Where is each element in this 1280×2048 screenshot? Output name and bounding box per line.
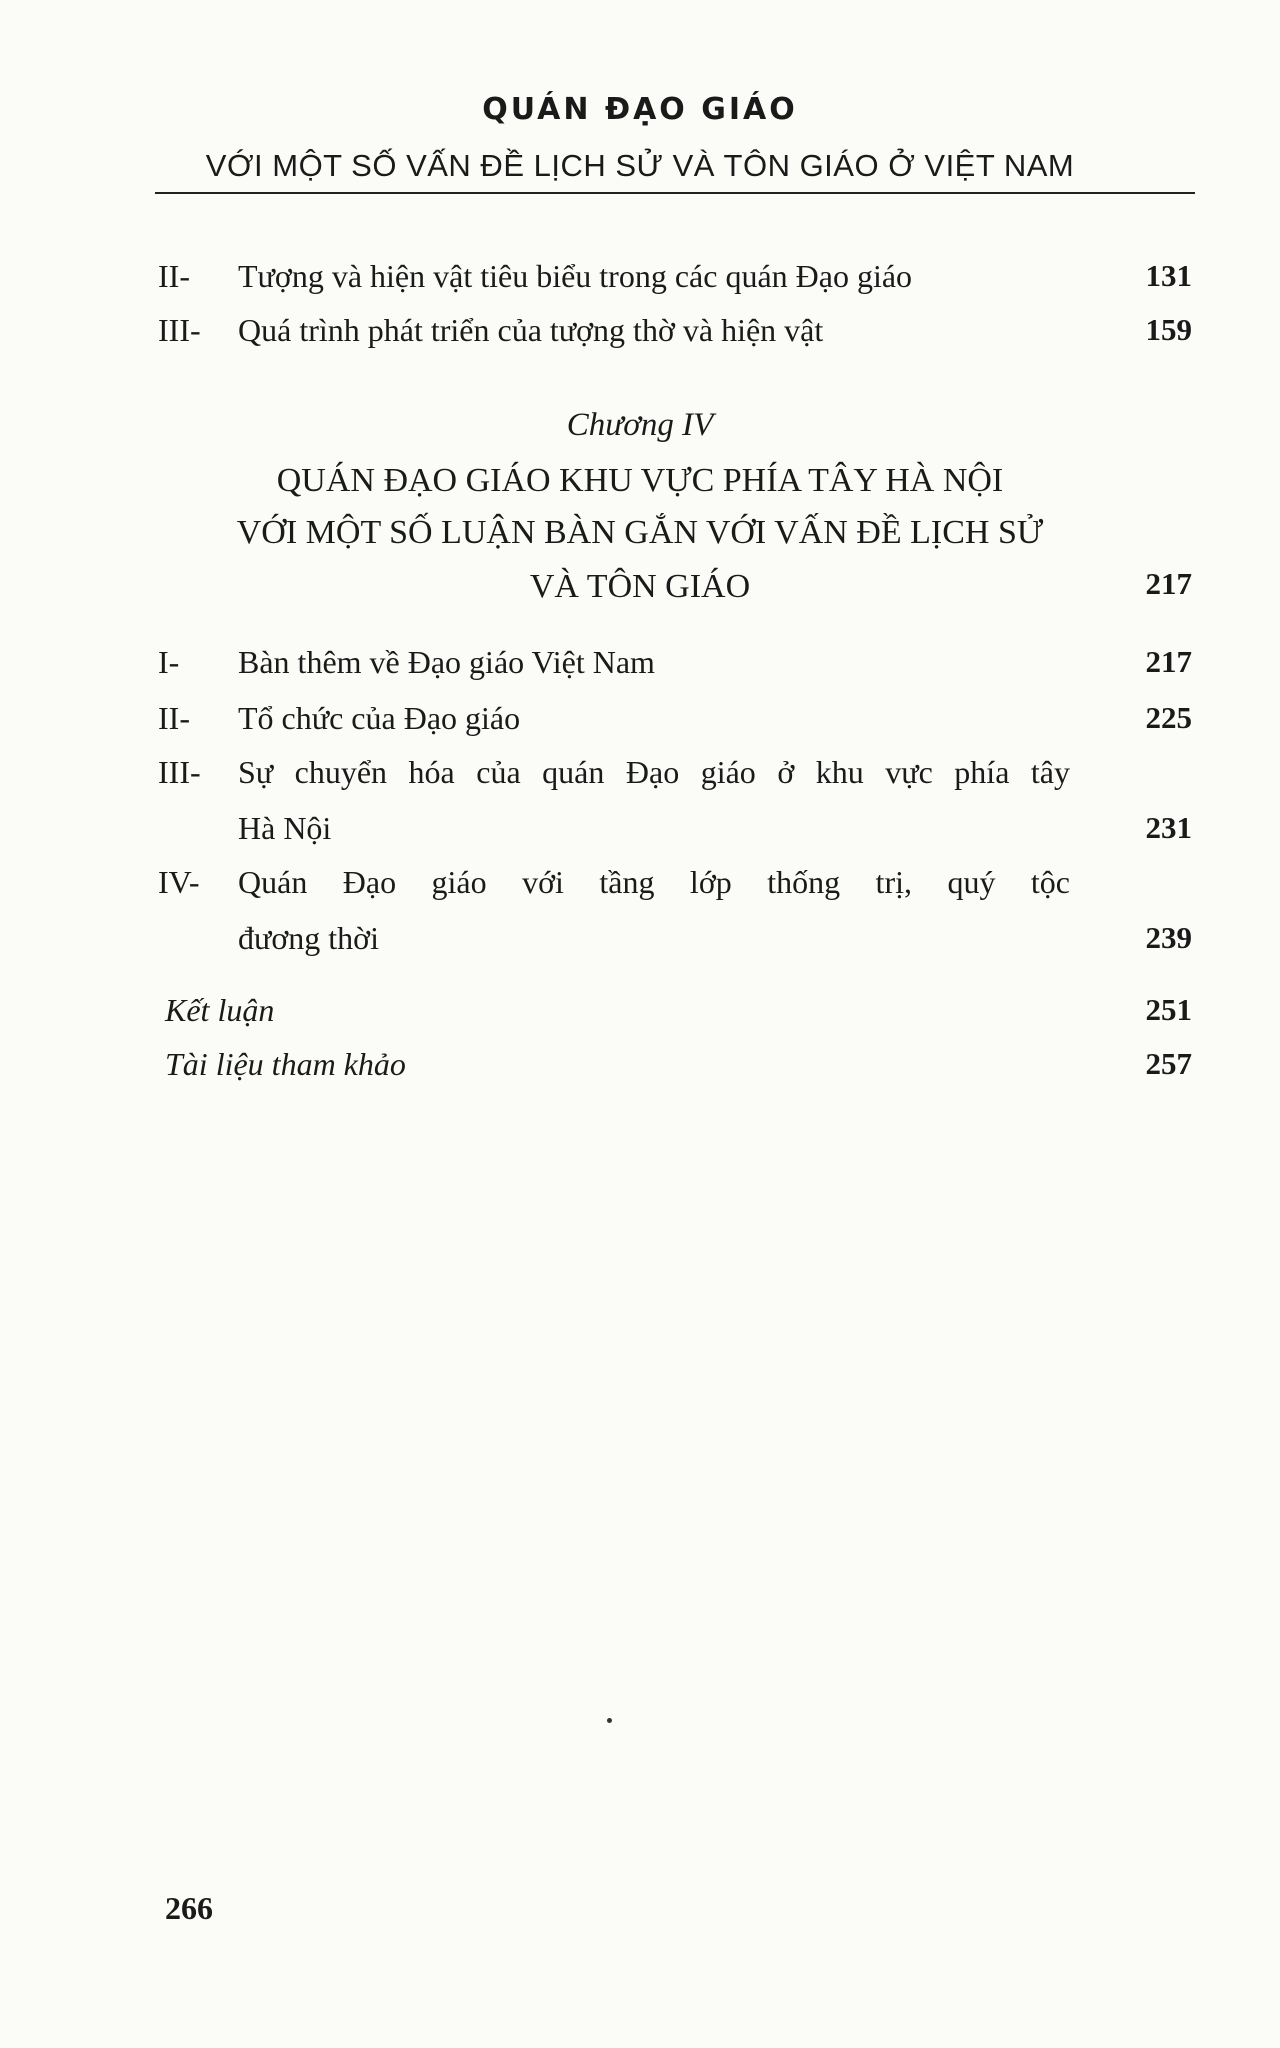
toc-entry [0, 252, 1280, 300]
running-header-subtitle: VỚI MỘT SỐ VẤN ĐỀ LỊCH SỬ VÀ TÔN GIÁO Ở VIỆT NAM [205, 148, 1075, 183]
toc-entry-page: 239 [1145, 920, 1192, 955]
toc-entry-text-continued: Hà Nội [238, 810, 332, 846]
toc-entry [0, 694, 1280, 742]
toc-entry-continuation [0, 804, 1280, 852]
toc-entry-continuation [0, 914, 1280, 962]
toc-entry-page: 225 [1145, 700, 1192, 735]
toc-entry-number: I- [158, 644, 180, 680]
page-number: 266 [165, 1890, 213, 1926]
toc-entry [0, 986, 1280, 1034]
toc-entry-text: Bàn thêm về Đạo giáo Việt Nam [238, 644, 655, 680]
toc-entry-text: Tài liệu tham khảo [165, 1046, 406, 1082]
chapter-page-row [0, 560, 1280, 608]
toc-entry-text: Tượng và hiện vật tiêu biểu trong các quán Đạo giáo [238, 258, 913, 294]
chapter-title-line-1: QUÁN ĐẠO GIÁO KHU VỰC PHÍA TÂY HÀ NỘI [276, 462, 1004, 499]
chapter-title-line-2: VỚI MỘT SỐ LUẬN BÀN GẮN VỚI VẤN ĐỀ LỊCH SỬ [236, 514, 1044, 551]
header-divider [155, 192, 1195, 194]
toc-entry [0, 858, 1280, 906]
toc-entry-page: 159 [1145, 312, 1192, 347]
chapter-label: Chương IV [566, 407, 714, 443]
toc-entry [0, 748, 1280, 796]
toc-entry-page: 251 [1145, 992, 1192, 1027]
toc-entry-page: 257 [1145, 1046, 1192, 1081]
chapter-title-line-3: VÀ TÔN GIÁO [529, 568, 751, 605]
toc-entry-text: Sự chuyển hóa của quán Đạo giáo ở khu vực phía tây [238, 754, 1070, 790]
chapter-page: 217 [1145, 566, 1192, 601]
toc-entry-text-continued: đương thời [238, 920, 379, 956]
toc-entry [0, 306, 1280, 354]
toc-entry-number: II- [158, 258, 190, 294]
toc-entry-text: Tổ chức của Đạo giáo [238, 700, 521, 736]
toc-entry-text: Kết luận [165, 992, 275, 1028]
toc-entry-page: 217 [1145, 644, 1192, 679]
toc-entry [0, 638, 1280, 686]
toc-entry [0, 1040, 1280, 1088]
toc-entry-page: 231 [1145, 810, 1192, 845]
toc-entry-number: II- [158, 700, 190, 736]
paper-speck [607, 1718, 612, 1723]
toc-entry-number: III- [158, 754, 201, 790]
toc-entry-text: Quá trình phát triển của tượng thờ và hiện vật [238, 312, 824, 348]
toc-entry-text: Quán Đạo giáo với tầng lớp thống trị, quý tộc [238, 864, 1070, 900]
toc-entry-number: IV- [158, 864, 200, 900]
running-header-title: QUÁN ĐẠO GIÁO [482, 92, 798, 127]
toc-entry-page: 131 [1145, 258, 1192, 293]
toc-entry-number: III- [158, 312, 201, 348]
